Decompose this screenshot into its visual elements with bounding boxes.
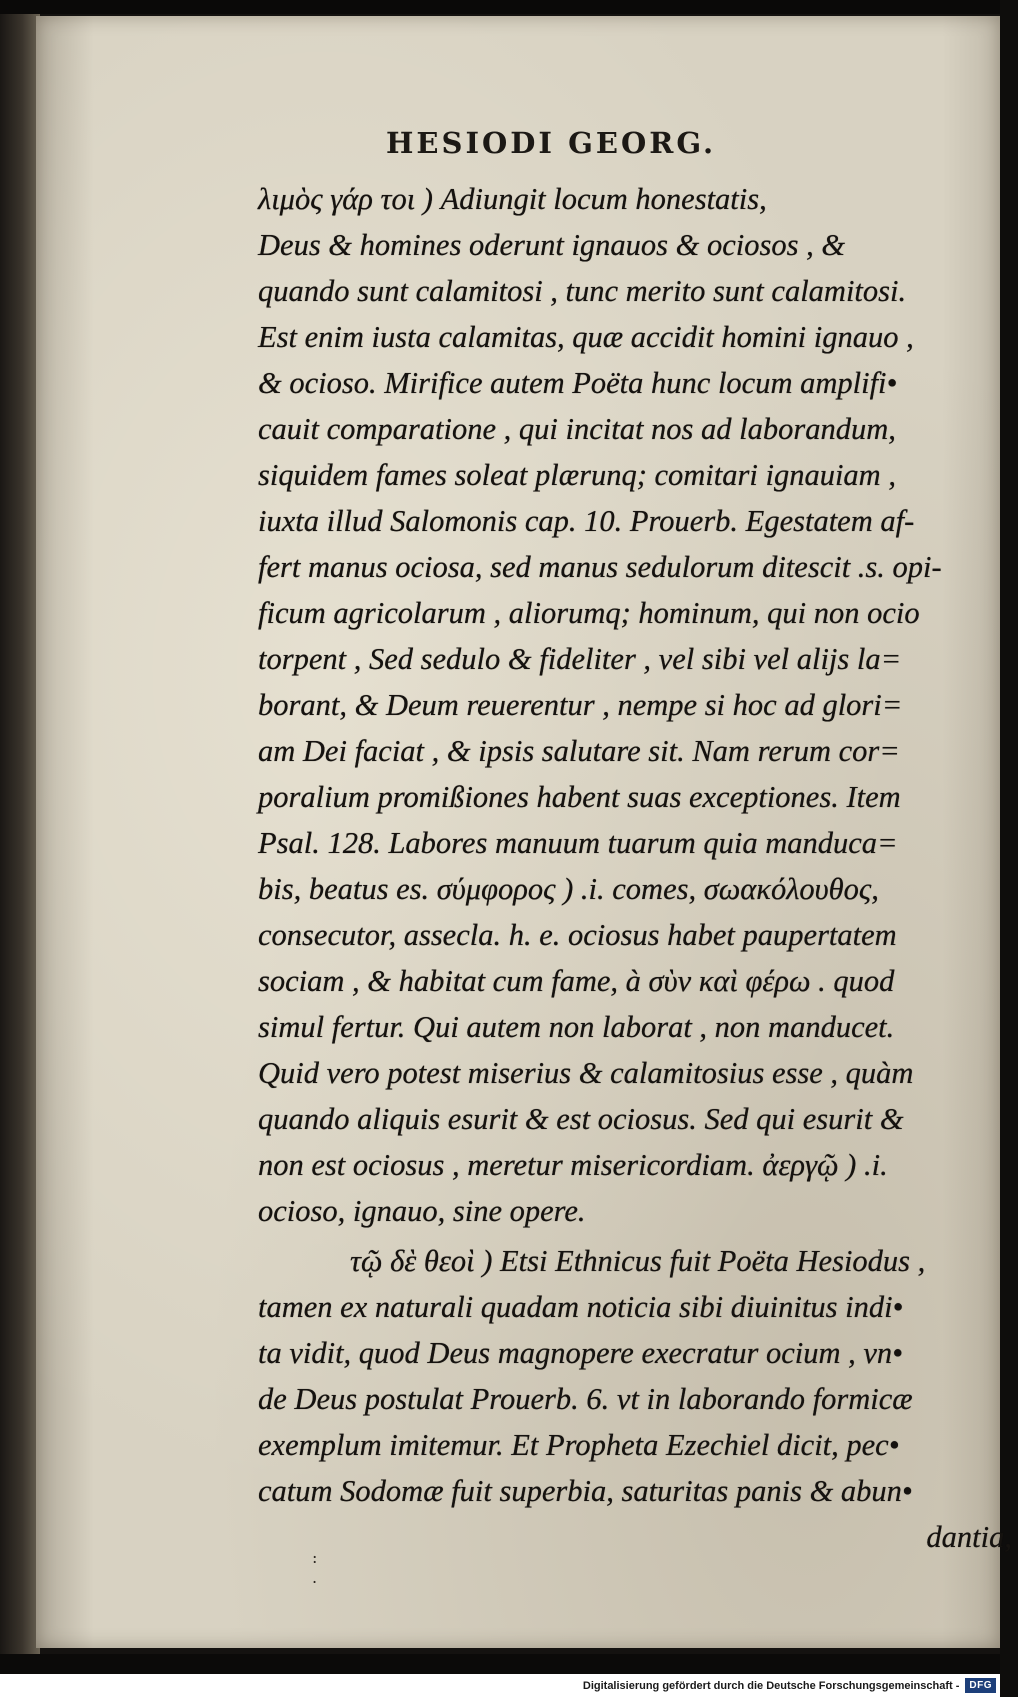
text-line: quando sunt calamitosi , tunc merito sunt calamitosi. — [258, 274, 907, 308]
dfg-logo: DFG — [965, 1678, 996, 1693]
running-head: HESIODI GEORG. — [386, 126, 717, 160]
text-line: Psal. 128. Labores manuum tuarum quia manduca= — [258, 826, 898, 860]
text-line: λιμὸς γάρ τοι ) Adiungit locum honestatis, — [258, 182, 767, 216]
text-line: non est ociosus , meretur misericordiam. ἀεργῷ ) .i. — [258, 1148, 888, 1182]
text-line: τῷ δὲ θεοὶ ) Etsi Ethnicus fuit Poëta Hesiodus , — [350, 1244, 926, 1278]
text-line: Est enim iusta calamitas, quæ accidit homini ignauo , — [258, 320, 914, 354]
body-text — [258, 176, 1018, 1560]
text-line: iuxta illud Salomonis cap. 10. Prouerb. Egestatem af- — [258, 504, 915, 538]
text-line: simul fertur. Qui autem non laborat , non manducet. — [258, 1010, 895, 1044]
text-line: fert manus ociosa, sed manus sedulorum ditescit .s. opi- — [258, 550, 942, 584]
digitization-credit-bar — [0, 1674, 1000, 1697]
text-line: bis, beatus es. σύμφορος ) .i. comes, σωακόλουθος, — [258, 872, 879, 906]
digitization-credit: Digitalisierung gefördert durch die Deutsche Forschungsgemeinschaft - — [582, 1679, 960, 1692]
text-line: ta vidit, quod Deus magnopere execratur ocium , vn• — [258, 1336, 903, 1370]
text-line: catum Sodomæ fuit superbia, saturitas panis & abun• — [258, 1474, 913, 1508]
text-line: am Dei faciat , & ipsis salutare sit. Nam rerum cor= — [258, 734, 900, 768]
text-line: cauit comparatione , qui incitat nos ad laborandum, — [258, 412, 896, 446]
catchword: dantia, — [926, 1520, 1012, 1554]
text-line: torpent , Sed sedulo & fideliter , vel sibi vel alijs la= — [258, 642, 902, 676]
text-line: borant, & Deum reuerentur , nempe si hoc ad glori= — [258, 688, 903, 722]
book-gutter — [0, 14, 40, 1654]
text-line: poralium promißiones habent suas exceptiones. Item — [258, 780, 901, 814]
text-line: Quid vero potest miserius & calamitosius esse , quàm — [258, 1056, 914, 1090]
text-line: ficum agricolarum , aliorumq; hominum, qui non ocio — [258, 596, 920, 630]
bottom-marks: : . — [312, 1548, 318, 1587]
text-line: exemplum imitemur. Et Propheta Ezechiel dicit, pec• — [258, 1428, 900, 1462]
text-line: sociam , & habitat cum fame, à σὺν καὶ φέρω . quod — [258, 964, 895, 998]
scan-top-border — [0, 0, 1000, 14]
text-line: ocioso, ignauo, sine opere. — [258, 1194, 586, 1228]
book-page — [36, 16, 1012, 1648]
text-line: & ocioso. Mirifice autem Poëta hunc locum amplifi• — [258, 366, 898, 400]
text-line: tamen ex naturali quadam noticia sibi diuinitus indi• — [258, 1290, 904, 1324]
text-line: consecutor, assecla. h. e. ociosus habet paupertatem — [258, 918, 897, 952]
text-line: de Deus postulat Prouerb. 6. vt in laborando formicæ — [258, 1382, 913, 1416]
text-line: quando aliquis esurit & est ociosus. Sed qui esurit & — [258, 1102, 904, 1136]
text-line: Deus & homines oderunt ignauos & ociosos , & — [258, 228, 846, 262]
text-line: siquidem fames soleat plærunq; comitari ignauiam , — [258, 458, 896, 492]
